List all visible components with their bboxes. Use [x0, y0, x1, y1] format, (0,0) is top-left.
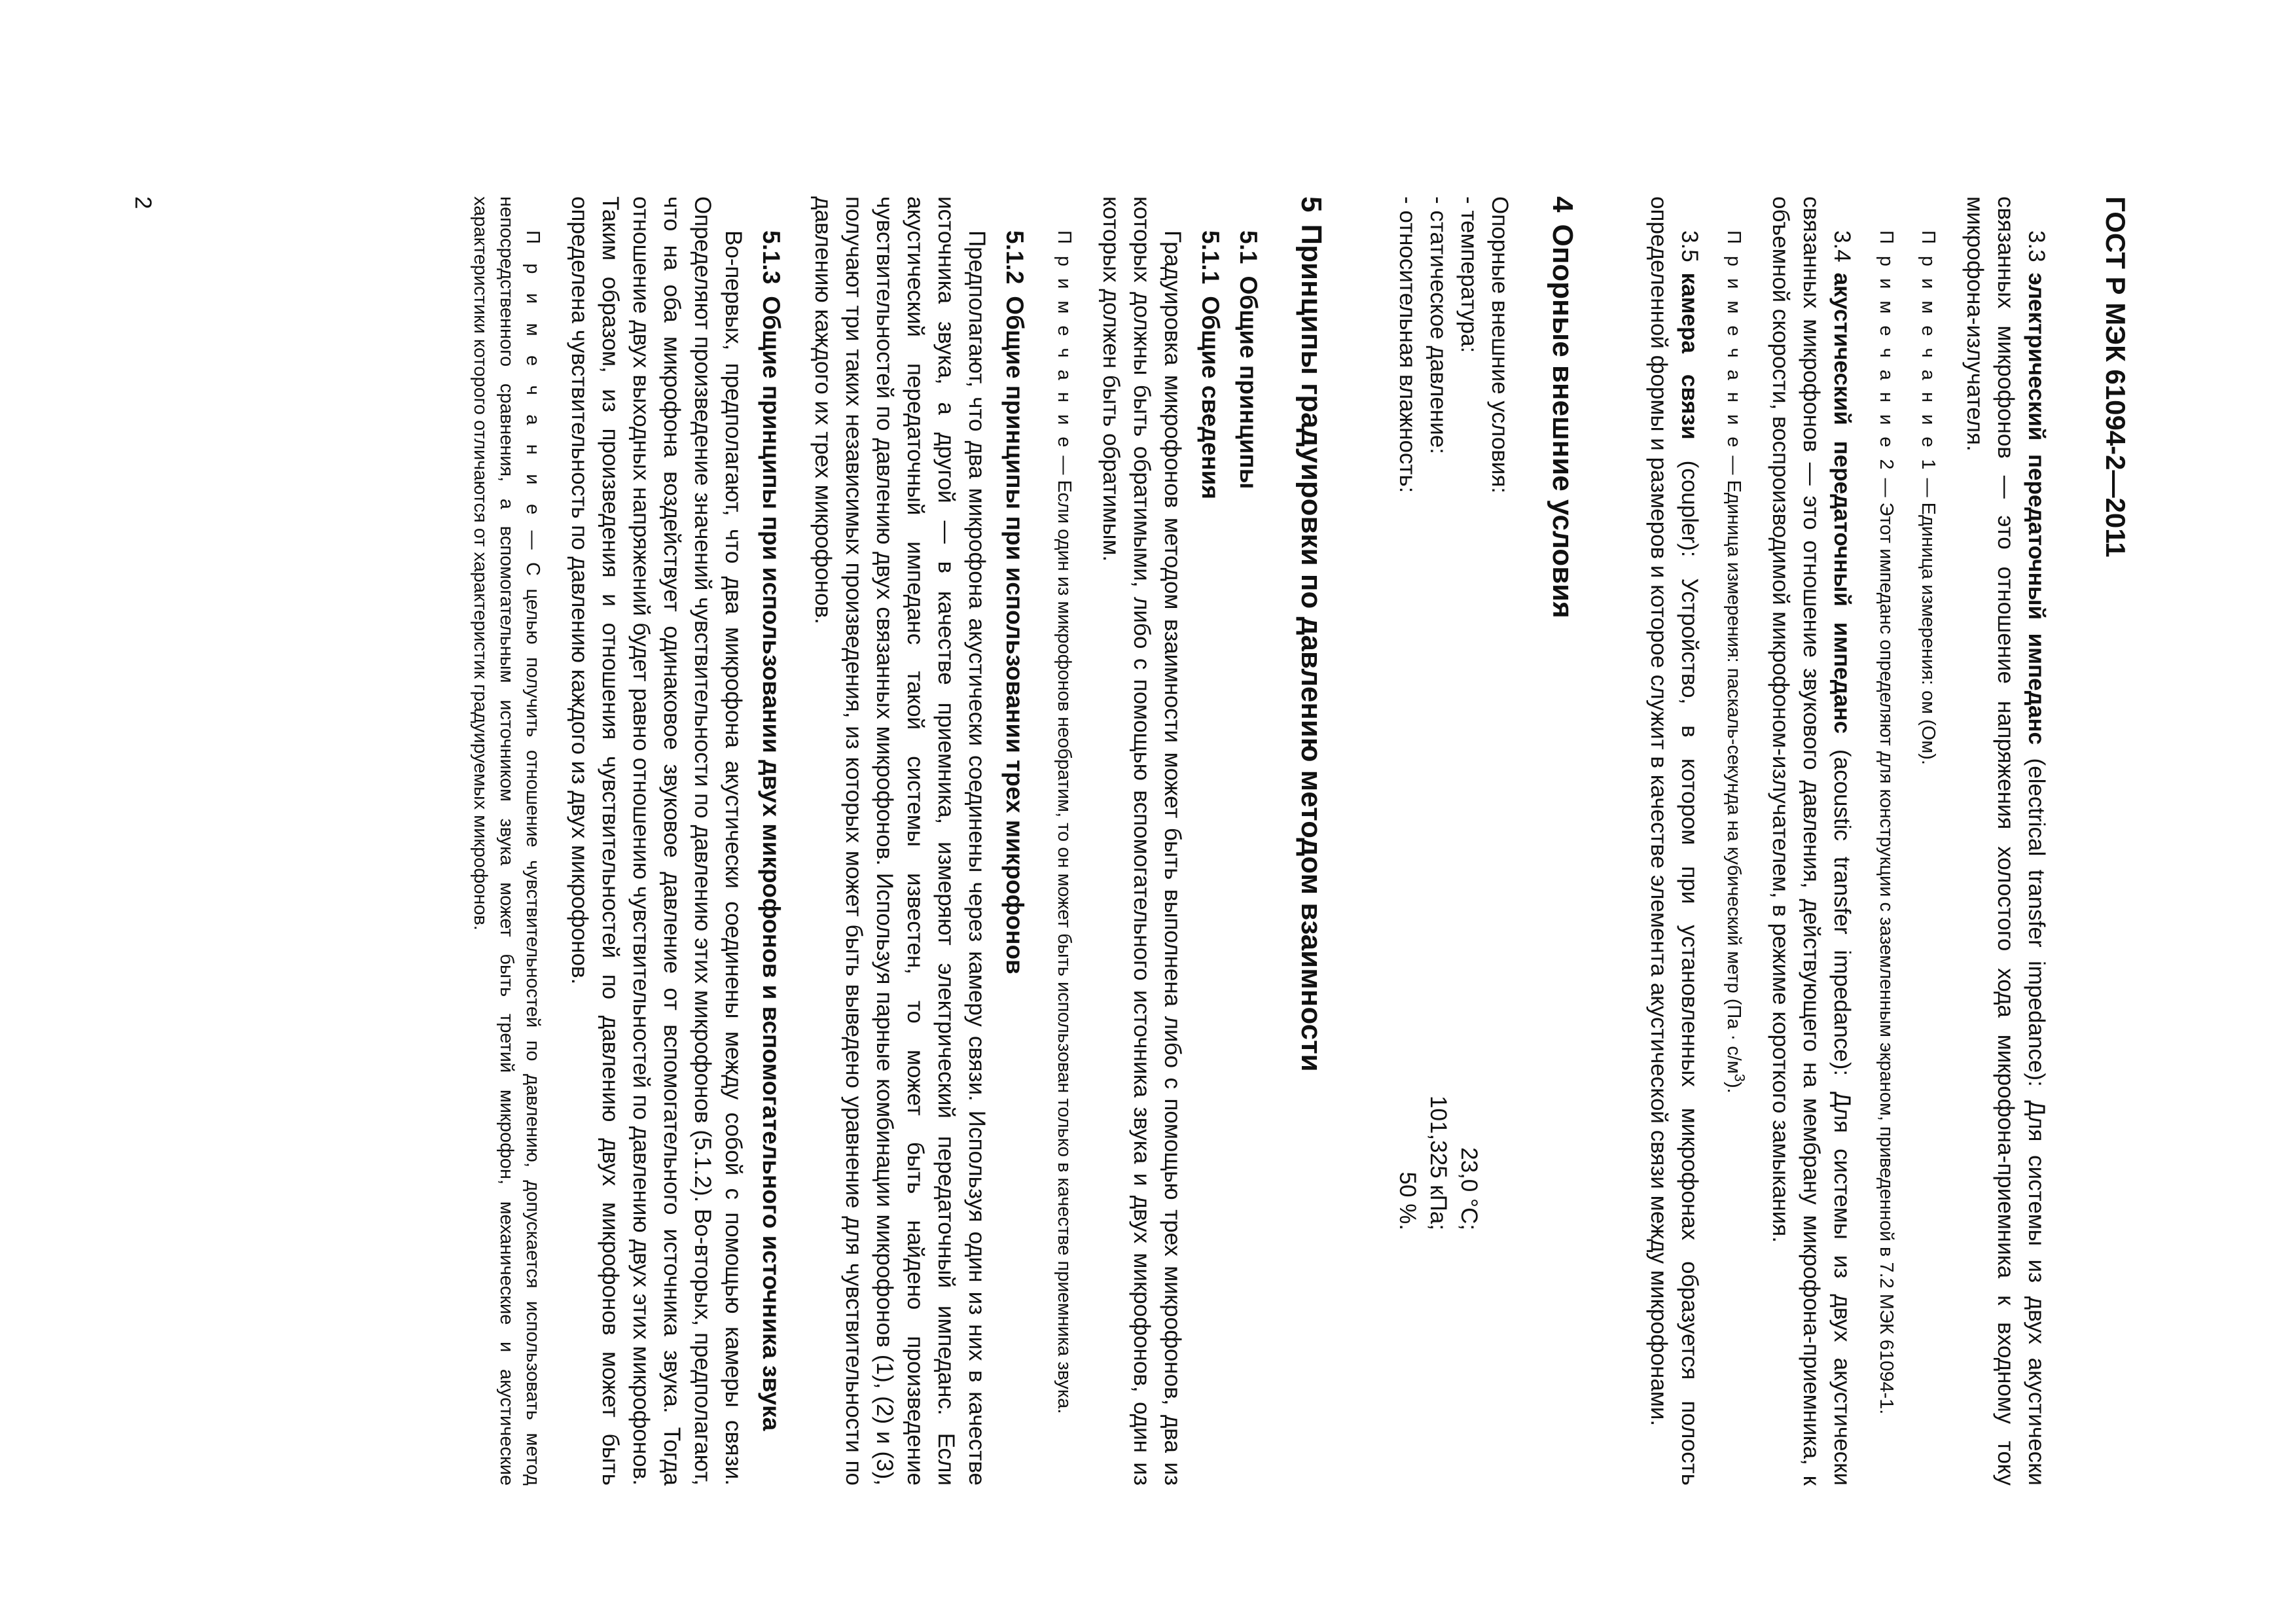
- section-number: 4: [1547, 196, 1579, 213]
- condition-row: [1392, 196, 1423, 1230]
- definition-3-3: [1960, 196, 2052, 1486]
- note-label: П р и м е ч а н и е: [1723, 230, 1744, 451]
- superscript: 3: [1731, 1073, 1748, 1082]
- subsection-title: Общие принципы при использовании двух микрофонов и вспомогательного источника звука: [758, 296, 785, 1431]
- condition-row: [1454, 196, 1484, 1230]
- term: электрический передаточный импеданс: [2024, 272, 2049, 745]
- subsection-title: Общие принципы при использовании трех микрофонов: [1001, 296, 1028, 974]
- term-english: (coupler):: [1677, 439, 1702, 558]
- subsection-title: Общие сведения: [1197, 296, 1224, 499]
- subsection-title: Общие принципы: [1235, 276, 1262, 490]
- page-number: 2: [130, 196, 156, 209]
- note: [1051, 196, 1077, 1486]
- section-title: Принципы градуировки по давлению методом взаимности: [1295, 224, 1327, 1072]
- subsection-number: 5.1: [1235, 230, 1262, 264]
- note: [467, 196, 546, 1486]
- subsection-heading: [1232, 230, 1264, 1486]
- section-heading: [1293, 196, 1329, 1486]
- note-label: П р и м е ч а н и е 2: [1876, 230, 1897, 473]
- note-label: П р и м е ч а н и е 1: [1918, 230, 1939, 473]
- subsection-heading: [1194, 230, 1226, 1486]
- note-text: — Единица измерения: ом (Ом).: [1918, 473, 1939, 765]
- condition-label: - относительная влажность:: [1395, 196, 1420, 493]
- note-text-end: ).: [1723, 1081, 1744, 1094]
- condition-value: 101,325 кПа;: [1426, 1096, 1451, 1230]
- note-text: — Единица измерения: паскаль-секунда на кубический метр (Па · с/м: [1723, 450, 1744, 1074]
- condition-label: - температура:: [1456, 196, 1482, 353]
- section-title: Опорные внешние условия: [1547, 224, 1579, 618]
- term: камера связи: [1677, 272, 1702, 440]
- paragraph: Градуировка микрофонов методом взаимности может быть выполнена либо с помощью трех микрофонов, два из которых должны быть обратимыми, либо с помощью вспомогательного источника звука и двух микрофонов, один из которых должен быть обратимым.: [1098, 196, 1185, 1486]
- condition-row: [1423, 196, 1454, 1230]
- subsection-number: 5.1.2: [1001, 230, 1028, 285]
- definition-text: Для системы из двух акустически связанных микрофонов — это отношение напряжения холостого хода микрофона-приемника к входному току микрофона-излучателя.: [1962, 196, 2049, 1486]
- definition-text: Устройство, в котором при установленных микрофонах образуется полость определенной формы и размеров и которое служит в качестве элемента акустической связи между микрофонами.: [1646, 196, 1702, 1486]
- definition-3-4: [1765, 196, 1857, 1486]
- term-english: (electrical transfer impedance):: [2024, 744, 2049, 1087]
- note-label: П р и м е ч а н и е: [522, 230, 543, 518]
- clause-number: 3.3: [2024, 230, 2049, 262]
- condition-label: - статическое давление:: [1426, 196, 1451, 454]
- term-english: (acoustic transfer impedance):: [1829, 734, 1855, 1077]
- note: [1873, 196, 1899, 1486]
- note-text: — Если один из микрофонов необратим, то он может быть использован только в качестве приемника звука.: [1054, 450, 1075, 1414]
- document-header: ГОСТ Р МЭК 61094-2—2011: [2100, 196, 2131, 558]
- conditions-list: [1392, 196, 1484, 1486]
- note: [1915, 196, 1941, 1486]
- section-heading: [1544, 196, 1581, 1486]
- paragraph: Предполагают, что два микрофона акустически соединены через камеру связи. Используя один из них в качестве источника звука, а другой — в качестве приемника, измеряют электрический передаточный импеданс. Если акустический передаточный импеданс такой системы известен, то может быть найдено произведение чувствительностей по давлению двух связанных микрофонов. Используя парные комбинации микрофонов (1), (2) и (3), получают три таких независимых произведения, из которых может быть выведено уравнение для чувствительности по давлению каждого их трех микрофонов.: [810, 196, 990, 1486]
- note-text: — Этот импеданс определяют для конструкции с заземленным экраном, приведенной в 7.2 МЭК 61094-1.: [1876, 473, 1897, 1415]
- note: [1721, 196, 1747, 1486]
- subsection-number: 5.1.3: [758, 230, 785, 285]
- paragraph: Во-первых, предполагают, что два микрофона акустически соединены между собой с помощью камеры связи. Определяют произведение значений чувствительности по давлению этих микрофонов (5.1.2). Во-вторых, предполагают, что на оба микрофона воздействует одинаковое звуковое давление от вспомогательного источника звука. Тогда отношение двух выходных напряжений будет равно отношению чувствительностей по давлению двух этих микрофонов. Таким образом, из произведения и отношения чувствительностей по давлению двух микрофонов может быть определена чувствительность по давлению каждого из двух микрофонов.: [567, 196, 746, 1486]
- note-text: — С целью получить отношение чувствительностей по давлению, допускается использовать метод непосредственного сравнения, а вспомогательным источником звука может быть третий микрофон, механические и акустические характеристики которого отличаются от характеристик градуируемых микрофонов.: [470, 196, 543, 1486]
- condition-value: 50 %.: [1395, 1171, 1420, 1230]
- clause-number: 3.5: [1677, 230, 1702, 262]
- condition-value: 23,0 °С;: [1456, 1147, 1482, 1230]
- section-number: 5: [1295, 196, 1327, 213]
- term: акустический передаточный импеданс: [1829, 272, 1855, 734]
- subsection-heading: [999, 230, 1030, 1486]
- page-content: [452, 196, 2131, 1486]
- subsection-number: 5.1.1: [1197, 230, 1224, 285]
- note-label: П р и м е ч а н и е: [1054, 230, 1075, 451]
- definition-text: Для системы из двух акустически связанных микрофонов — это отношение звукового давления, действующего на мембрану микрофона-приемника, к объемной скорости, воспроизводимой микрофоном-излучателем, в режиме короткого замыкания.: [1768, 196, 1855, 1486]
- subsection-heading: [755, 230, 787, 1486]
- definition-3-5: [1643, 196, 1705, 1486]
- clause-number: 3.4: [1829, 230, 1855, 262]
- conditions-intro: Опорные внешние условия:: [1487, 196, 1513, 494]
